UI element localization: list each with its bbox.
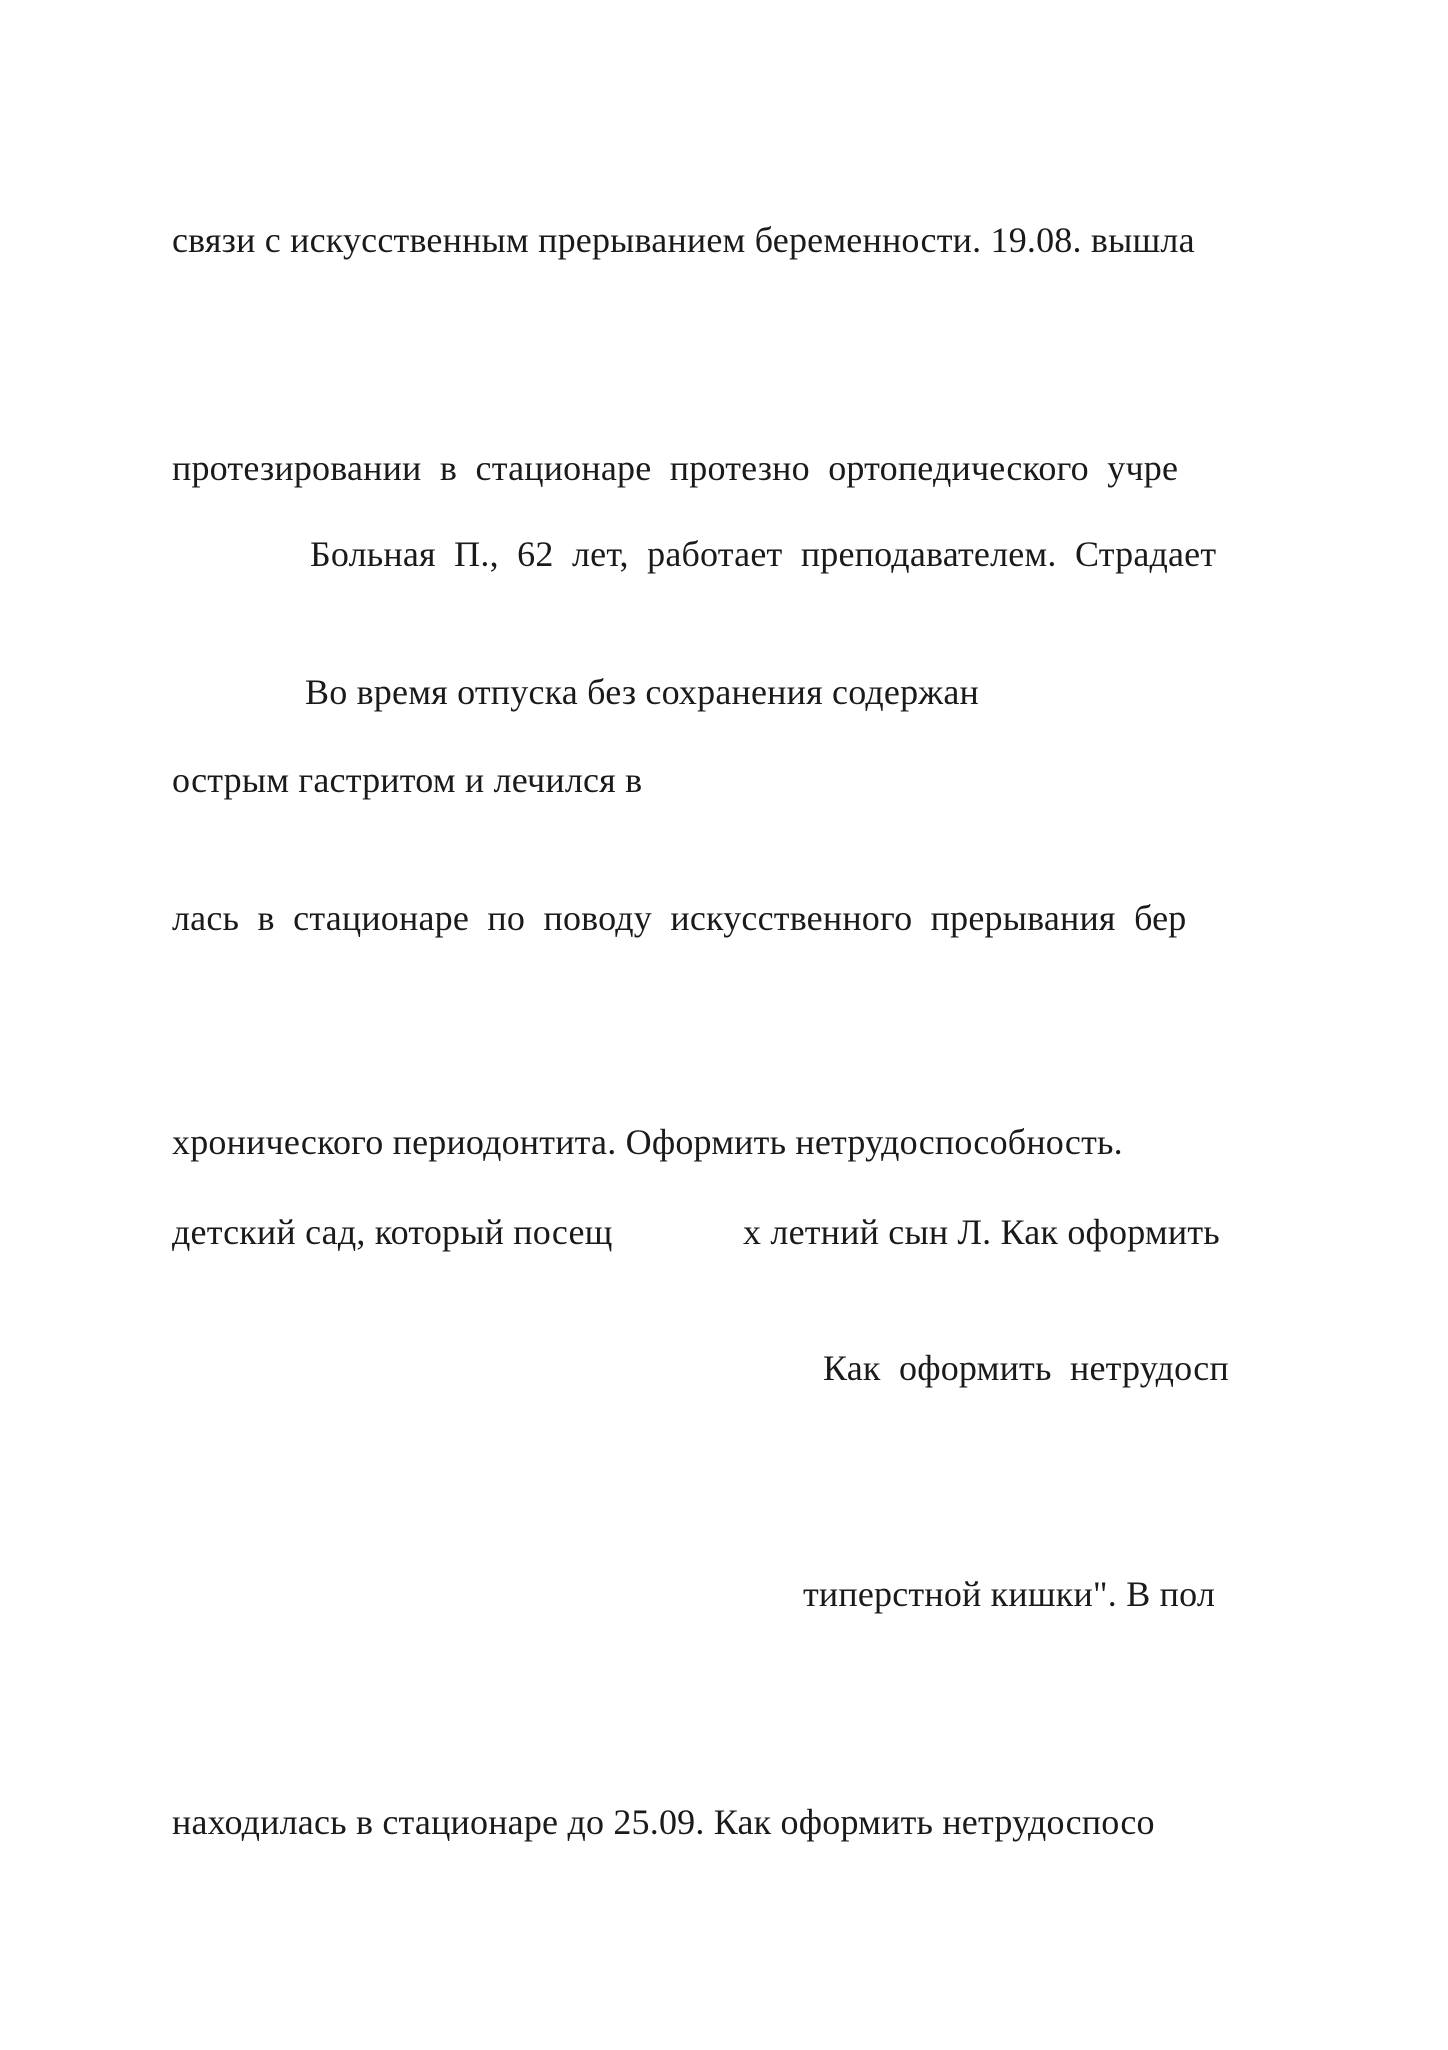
text-line-4: Во время отпуска без сохранения содержан [305, 672, 979, 712]
text-line-1: связи с искусственным прерыванием беременности. 19.08. вышла [172, 220, 1195, 260]
text-line-7: хронического периодонтита. Оформить нетрудоспособность. [172, 1122, 1123, 1162]
text-line-3: Больная П., 62 лет, работает преподавателем. Страдает [310, 534, 1217, 574]
text-line-10: типерстной кишки". В пол [803, 1574, 1215, 1614]
text-line-2: протезировании в стационаре протезно ортопедического учре [172, 448, 1179, 488]
text-line-8a: детский сад, который посещ [172, 1212, 613, 1252]
text-line-6: лась в стационаре по поводу искусственного прерывания бер [172, 898, 1187, 938]
text-line-5: острым гастритом и лечился в [172, 760, 643, 800]
text-line-11: находилась в стационаре до 25.09. Как оформить нетрудоспосо [172, 1802, 1155, 1842]
text-line-8b: х летний сын Л. Как оформить [743, 1212, 1220, 1252]
text-line-9: Как оформить нетрудосп [823, 1348, 1229, 1388]
